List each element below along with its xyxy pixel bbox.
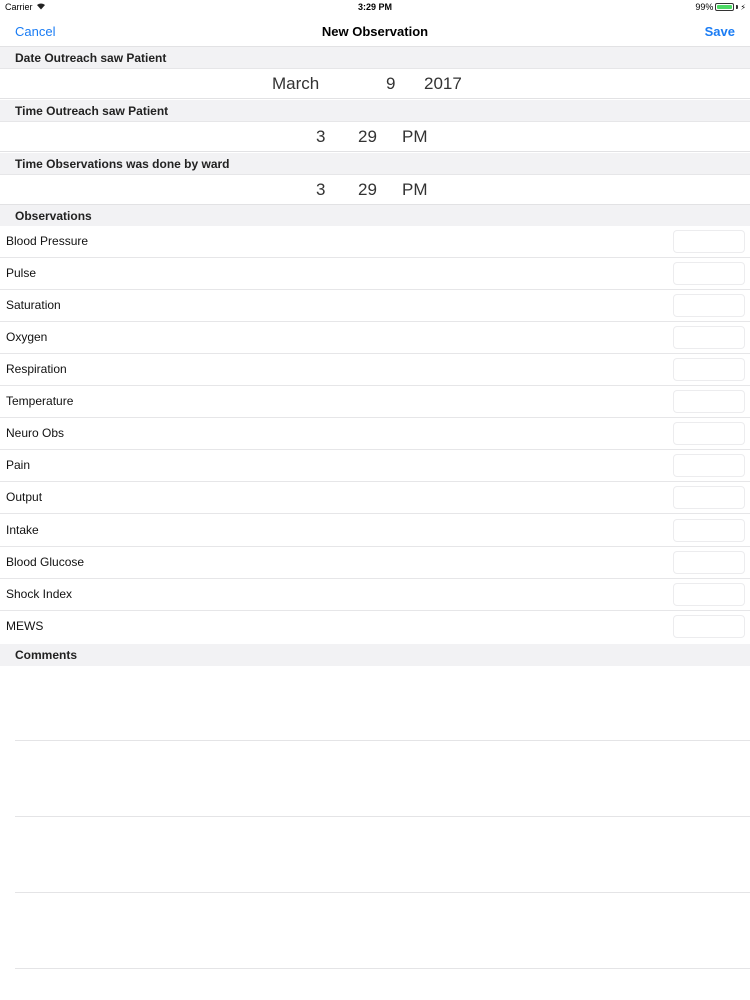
cancel-button[interactable]: Cancel [15,24,56,39]
observation-row-blood-pressure [0,226,750,258]
observation-row-shock-index [0,579,750,611]
observation-row-oxygen [0,322,750,354]
output-input[interactable] [673,486,745,509]
ward-time-picker-hour[interactable]: 3 [316,180,326,199]
time-picker-hour[interactable]: 3 [316,127,326,146]
blood-pressure-input[interactable] [673,230,745,253]
comment-ruled-line [15,968,750,969]
blood-glucose-input[interactable] [673,551,745,574]
observation-label: Shock Index [6,587,73,601]
comment-ruled-line [15,740,750,741]
date-picker-year[interactable]: 2017 [424,74,462,93]
navigation-bar [0,14,750,47]
neuro-obs-input[interactable] [673,422,745,445]
save-button[interactable]: Save [704,24,735,39]
battery-percent: 99% [695,2,714,12]
observation-label: Neuro Obs [6,426,65,440]
date-picker[interactable] [0,69,750,99]
observation-label: Saturation [6,298,61,312]
page-title: New Observation [321,24,429,39]
comments-section-header: Comments [0,644,750,666]
observation-row-output [0,482,750,514]
charging-icon: ⚡ [740,2,746,12]
ward-time-picker-minute[interactable]: 29 [358,180,377,199]
observation-label: Output [6,490,43,504]
battery-tip [736,5,738,9]
observation-row-mews [0,611,750,643]
observation-row-saturation [0,290,750,322]
observation-label: Pulse [6,266,37,280]
saturation-input[interactable] [673,294,745,317]
status-time: 3:29 PM [357,2,392,12]
observation-label: Temperature [6,394,74,408]
observation-label: MEWS [6,619,44,633]
observation-row-respiration [0,354,750,386]
battery-indicator [695,2,746,12]
comment-ruled-line [15,892,750,893]
carrier-label: Carrier [5,2,33,12]
observation-row-pain [0,450,750,482]
status-bar [0,0,750,14]
date-picker-month[interactable]: March [272,74,320,93]
date-picker-day[interactable]: 9 [386,74,396,93]
pulse-input[interactable] [673,262,745,285]
observation-label: Blood Pressure [6,234,89,248]
oxygen-input[interactable] [673,326,745,349]
shock-index-input[interactable] [673,583,745,606]
observations-section-header: Observations [0,205,750,227]
temperature-input[interactable] [673,390,745,413]
ward-time-picker[interactable] [0,175,750,205]
mews-input[interactable] [673,615,745,638]
comments-text-area[interactable] [0,666,750,1000]
comment-ruled-line [15,816,750,817]
time-picker-minute[interactable]: 29 [358,127,377,146]
observation-label: Pain [6,458,31,472]
date-section-header: Date Outreach saw Patient [0,47,750,69]
observation-label: Blood Glucose [6,555,85,569]
intake-input[interactable] [673,519,745,542]
respiration-input[interactable] [673,358,745,381]
observation-row-pulse [0,258,750,290]
time-picker-ampm[interactable]: PM [402,127,428,146]
ward-time-section-header: Time Observations was done by ward [0,153,750,175]
battery-icon [715,3,734,11]
time-section-header: Time Outreach saw Patient [0,100,750,122]
observation-row-intake [0,515,750,547]
observation-label: Oxygen [6,330,48,344]
ward-time-picker-ampm[interactable]: PM [402,180,428,199]
observation-row-blood-glucose [0,547,750,579]
observation-label: Intake [6,523,39,537]
observation-label: Respiration [6,362,67,376]
observation-row-temperature [0,386,750,418]
pain-input[interactable] [673,454,745,477]
observation-row-neuro-obs [0,418,750,450]
time-picker[interactable] [0,122,750,152]
